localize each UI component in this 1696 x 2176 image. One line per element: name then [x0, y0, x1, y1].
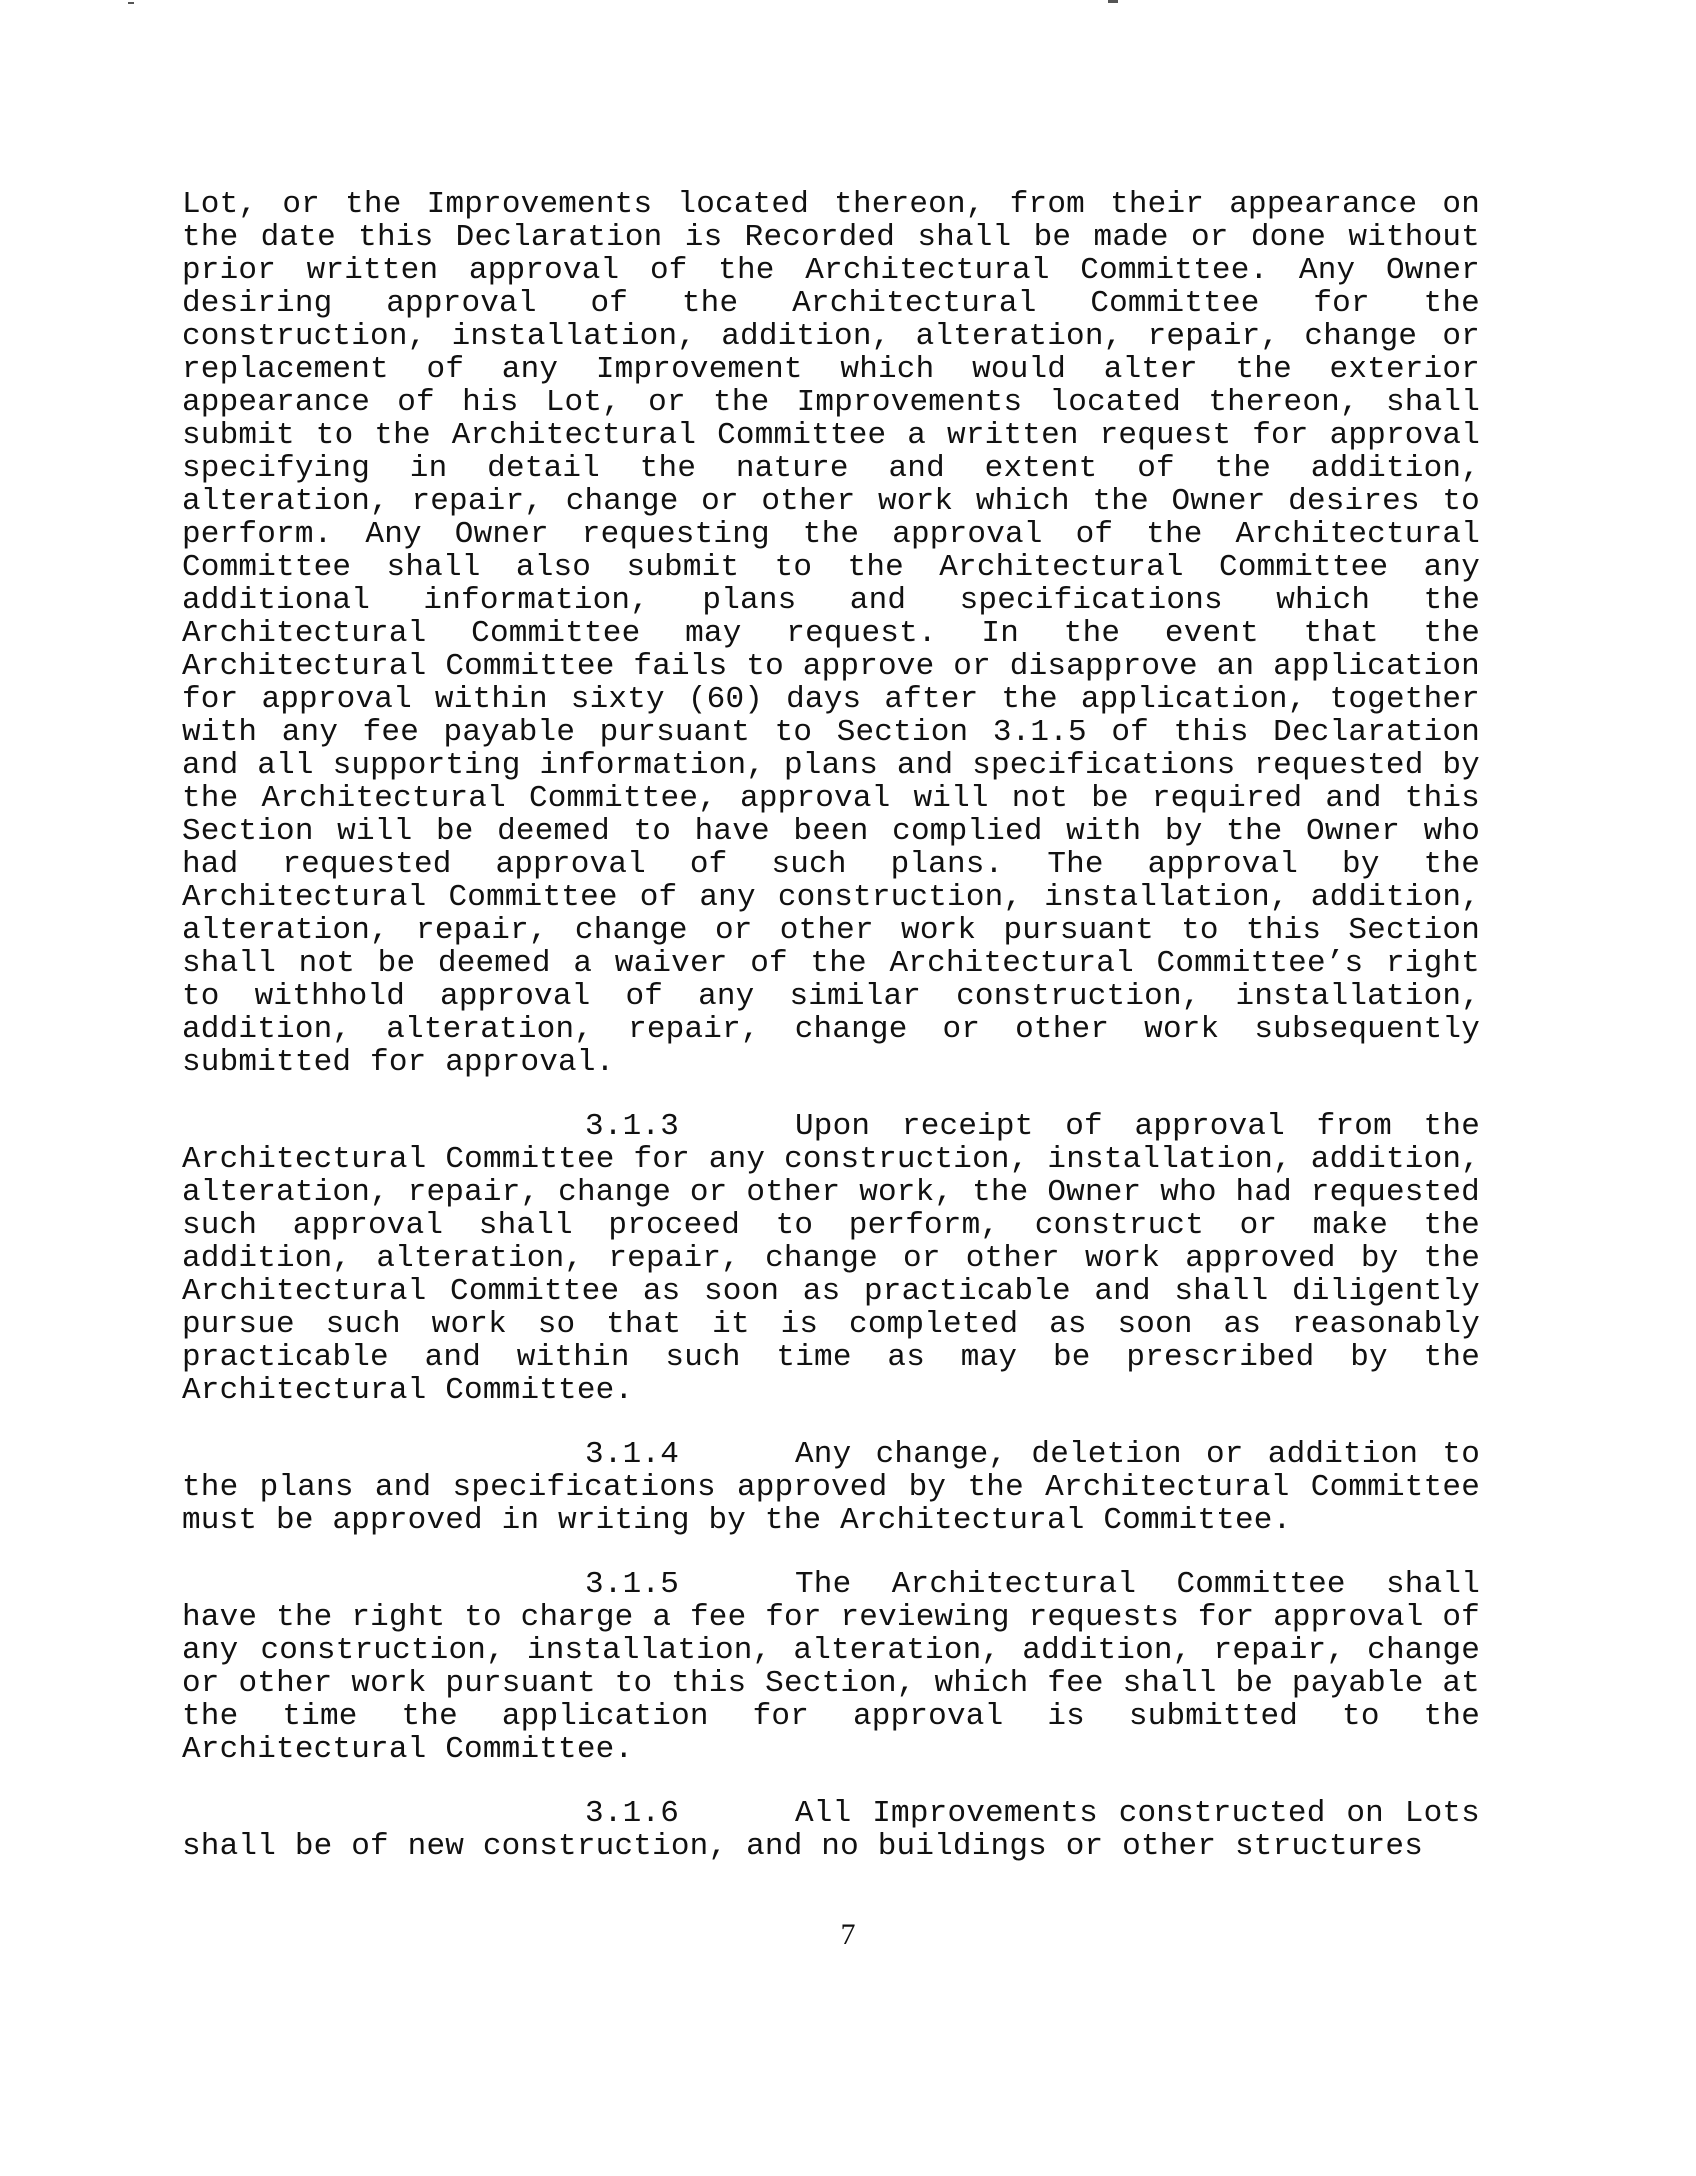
paragraph-3-1-5	[182, 1568, 1480, 1766]
body-text	[182, 188, 1480, 1894]
paragraph-3-1-4	[182, 1438, 1480, 1537]
scan-mark-right	[1108, 0, 1118, 3]
paragraph-text: Lot, or the Improvements located thereon, from their appearance on the date this Declaration is Recorded shall be made or done without prior written approval of the Architectural Committee. Any Owner desiring approval of the Architectural Committee for the construction, installation, addition, alteration, repair, change or replacement of any Improvement which would alter the exterior appearance of his Lot, or the Improvements located thereon, shall submit to the Architectural Committee a written request for approval specifying in detail the nature and extent of the addition, alteration, repair, change or other work which the Owner desires to perform. Any Owner requesting the approval of the Architectural Committee shall also submit to the Architectural Committee any additional information, plans and specifications which the Architectural Committee may request. In the event that the Architectural Committee fails to approve or disapprove an application for approval within sixty (60) days after the application, together with any fee payable pursuant to Section 3.1.5 of this Declaration and all supporting information, plans and specifications requested by the Architectural Committee, approval will not be required and this Section will be deemed to have been complied with by the Owner who had requested approval of such plans. The approval by the Architectural Committee of any construction, installation, addition, alteration, repair, change or other work pursuant to this Section shall not be deemed a waiver of the Architectural Committee’s right to withhold approval of any similar construction, installation, addition, alteration, repair, change or other work subsequently submitted for approval.	[182, 187, 1480, 1080]
section-number: 3.1.6	[585, 1796, 680, 1831]
paragraph-3-1-6	[182, 1797, 1480, 1863]
paragraph-text: Any change, deletion or addition to the plans and specifications approved by the Architectural Committee must be approved in writing by the Architectural Committee.	[182, 1437, 1480, 1538]
page-number: 7	[840, 1918, 856, 1951]
scan-mark-left	[128, 2, 134, 4]
section-number: 3.1.3	[585, 1109, 680, 1144]
paragraph-text: The Architectural Committee shall have the right to charge a fee for reviewing requests for approval of any construction, installation, alteration, addition, repair, change or other work pursuant to this Section, which fee shall be payable at the time the application for approval is submitted to the Architectural Committee.	[182, 1567, 1480, 1767]
section-number: 3.1.5	[585, 1567, 680, 1602]
paragraph-text: All Improvements constructed on Lots shall be of new construction, and no buildings or other structures	[182, 1796, 1480, 1864]
paragraph-text: Upon receipt of approval from the Architectural Committee for any construction, installation, addition, alteration, repair, change or other work, the Owner who had requested such approval shall proceed to perform, construct or make the addition, alteration, repair, change or other work approved by the Architectural Committee as soon as practicable and shall diligently pursue such work so that it is completed as soon as reasonably practicable and within such time as may be prescribed by the Architectural Committee.	[182, 1109, 1480, 1408]
paragraph-continuation	[182, 188, 1480, 1079]
paragraph-3-1-3	[182, 1110, 1480, 1407]
section-number: 3.1.4	[585, 1437, 680, 1472]
